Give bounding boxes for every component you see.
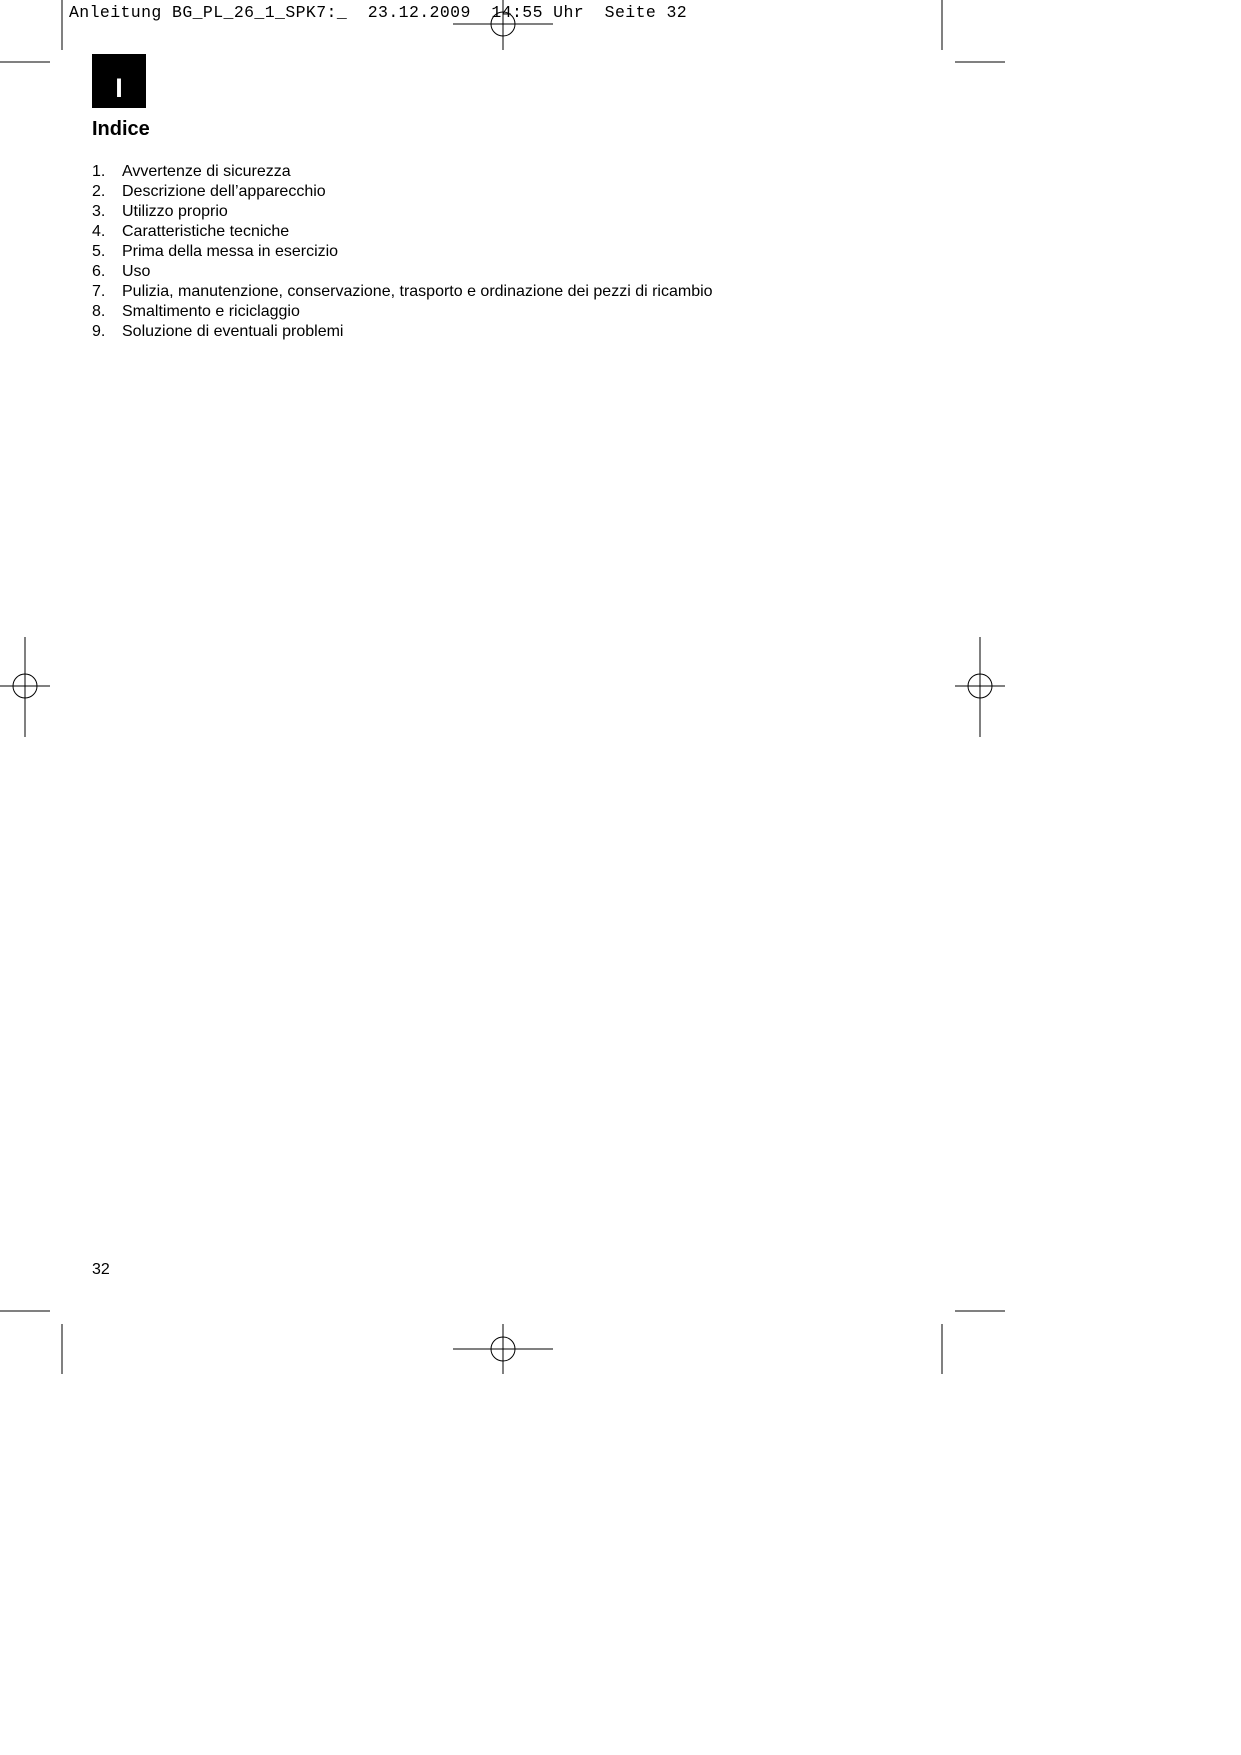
toc-item-text: Descrizione dell’apparecchio [122, 183, 326, 200]
toc-item-text: Soluzione di eventuali problemi [122, 323, 344, 340]
toc-item-number: 4. [92, 223, 106, 240]
toc-item-number: 9. [92, 323, 106, 340]
toc-item-number: 2. [92, 183, 106, 200]
language-tab [92, 54, 146, 108]
toc-item [92, 202, 713, 222]
toc-item [92, 162, 713, 182]
toc-item [92, 222, 713, 242]
toc-item [92, 262, 713, 282]
toc-item-text: Pulizia, manutenzione, conservazione, trasporto e ordinazione dei pezzi di ricambio [122, 283, 713, 300]
toc-item [92, 282, 713, 302]
toc-item-number: 3. [92, 203, 106, 220]
page-title: Indice [92, 118, 150, 140]
toc-item-number: 8. [92, 303, 106, 320]
toc-item-text: Uso [122, 263, 151, 280]
toc-item-text: Utilizzo proprio [122, 203, 228, 220]
toc-item-number: 6. [92, 263, 106, 280]
table-of-contents [92, 162, 713, 342]
language-tab-label: I [115, 73, 123, 103]
toc-item [92, 242, 713, 262]
toc-item-text: Smaltimento e riciclaggio [122, 303, 300, 320]
toc-item [92, 302, 713, 322]
toc-item [92, 182, 713, 202]
toc-item-text: Avvertenze di sicurezza [122, 163, 291, 180]
toc-item-number: 5. [92, 243, 106, 260]
page-number: 32 [92, 1261, 110, 1278]
toc-item [92, 322, 713, 342]
toc-item-text: Caratteristiche tecniche [122, 223, 290, 240]
toc-item-number: 1. [92, 163, 106, 180]
toc-item-text: Prima della messa in esercizio [122, 243, 339, 260]
print-slug: Anleitung BG_PL_26_1_SPK7:_ 23.12.2009 14:55 Uhr Seite 32 [69, 3, 688, 22]
toc-item-number: 7. [92, 283, 106, 300]
